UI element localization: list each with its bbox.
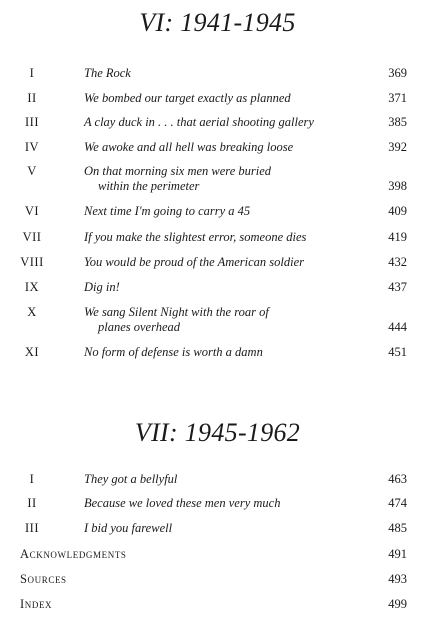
part-title: VI: 1941-1945: [139, 8, 296, 37]
chapter-title-line: within the perimeter: [98, 179, 200, 193]
chapter-title-line: planes overhead: [98, 320, 181, 334]
part-title: VII: 1945-1962: [134, 418, 301, 447]
chapter-number: I: [29, 472, 35, 486]
chapter-number: III: [25, 115, 39, 129]
page-number: 398: [388, 179, 407, 193]
page-number: 499: [388, 597, 407, 611]
page-number: 385: [388, 115, 407, 129]
backmatter-label: Index: [20, 597, 53, 611]
chapter-title: I bid you farewell: [84, 521, 173, 535]
page-number: 432: [388, 255, 407, 269]
page-number: 409: [388, 204, 407, 218]
chapter-number: II: [27, 496, 37, 510]
backmatter-label: Acknowledgments: [20, 547, 127, 561]
chapter-title: [84, 164, 374, 194]
chapter-title: Next time I'm going to carry a 45: [84, 204, 251, 218]
chapter-number: III: [25, 521, 39, 535]
chapter-title: We awoke and all hell was breaking loose: [84, 140, 294, 154]
page-number: 437: [388, 280, 407, 294]
chapter-number: VII: [22, 230, 42, 244]
page-number: 474: [388, 496, 407, 510]
page-number: 485: [388, 521, 407, 535]
chapter-title-line: On that morning six men were buried: [84, 164, 272, 178]
page-number: 369: [388, 66, 407, 80]
page-number: 371: [388, 91, 407, 105]
page-number: 419: [388, 230, 407, 244]
chapter-number: IV: [24, 140, 40, 154]
chapter-title: We bombed our target exactly as planned: [84, 91, 291, 105]
page-number: 493: [388, 572, 407, 586]
chapter-title-line: We sang Silent Night with the roar of: [84, 305, 269, 319]
chapter-number: II: [27, 91, 37, 105]
chapter-number: XI: [24, 345, 40, 359]
chapter-title: They got a bellyful: [84, 472, 178, 486]
page-number: 392: [388, 140, 407, 154]
chapter-title: Dig in!: [84, 280, 120, 294]
page-number: 451: [388, 345, 407, 359]
backmatter-label: Sources: [20, 572, 67, 586]
chapter-number: X: [27, 305, 37, 319]
chapter-title: The Rock: [84, 66, 131, 80]
chapter-number: VIII: [20, 255, 44, 269]
chapter-number: I: [29, 66, 35, 80]
chapter-title: You would be proud of the American soldier: [84, 255, 305, 269]
page-number: 444: [388, 320, 407, 334]
chapter-title: Because we loved these men very much: [84, 496, 281, 510]
chapter-number: V: [27, 164, 37, 178]
chapter-title: A clay duck in . . . that aerial shooting gallery: [84, 115, 314, 129]
chapter-title: No form of defense is worth a damn: [84, 345, 263, 359]
chapter-number: IX: [24, 280, 40, 294]
chapter-number: VI: [24, 204, 40, 218]
chapter-title: [84, 305, 374, 335]
chapter-title: If you make the slightest error, someone dies: [84, 230, 307, 244]
page-number: 463: [388, 472, 407, 486]
page-number: 491: [388, 547, 407, 561]
